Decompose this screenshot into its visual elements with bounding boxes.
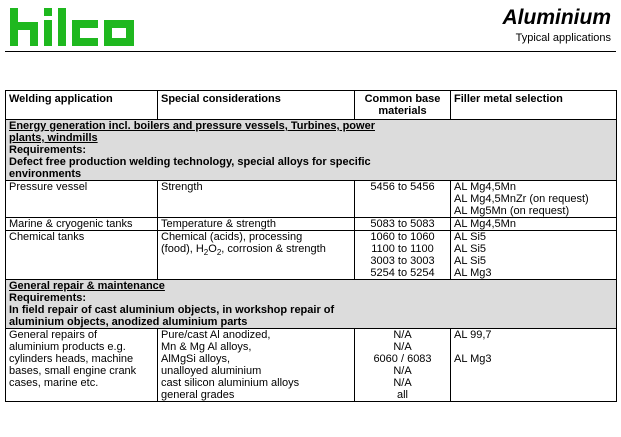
header-rule: [5, 51, 616, 52]
filler-text: AL Si5: [454, 231, 487, 243]
application-cell: [6, 218, 158, 231]
filler-text: AL Mg3: [454, 267, 492, 279]
base-material-text: N/A: [393, 341, 412, 353]
base-material-text: N/A: [393, 365, 412, 377]
application-cell: [6, 181, 158, 218]
considerations-text: Strength: [161, 181, 203, 193]
base-material-text: 1060 to 1060: [370, 231, 435, 243]
requirements-label: Requirements:: [9, 292, 87, 304]
base-material-text: 6060 / 6083: [373, 353, 432, 365]
section-heading: General repair & maintenance: [9, 280, 165, 292]
considerations-text: cast silicon aluminium alloys: [161, 377, 300, 389]
application-text: General repairs of: [9, 329, 98, 341]
application-cell: [6, 231, 158, 280]
considerations-fragment: , corrosion & strength: [221, 243, 326, 255]
column-header-base-text: Common base materials: [364, 93, 441, 117]
considerations-text: Pure/cast Al anodized,: [161, 329, 271, 341]
filler-cell: [451, 329, 617, 402]
base-materials-cell: [355, 181, 451, 218]
hilco-logo-mark: [8, 6, 168, 48]
considerations-cell: [158, 329, 355, 402]
column-header-welding-application: Welding application: [6, 91, 158, 120]
base-material-text: 5083 to 5083: [370, 218, 435, 230]
considerations-text: Chemical (acids), processing: [161, 231, 303, 243]
considerations-text: general grades: [161, 389, 235, 401]
application-text: bases, small engine crank: [9, 365, 137, 377]
considerations-text: unalloyed aluminium: [161, 365, 262, 377]
considerations-text: Mn & Mg Al alloys,: [161, 341, 252, 353]
base-materials-cell: [355, 329, 451, 402]
base-material-text: N/A: [393, 329, 412, 341]
considerations-text: AlMgSi alloys,: [161, 353, 231, 365]
application-text: Pressure vessel: [9, 181, 88, 193]
considerations-text: Temperature & strength: [161, 218, 276, 230]
section-header-cell: [6, 280, 617, 329]
table-row: [6, 329, 617, 402]
base-materials-cell: [355, 218, 451, 231]
applications-table: [5, 90, 617, 402]
base-material-text: 5456 to 5456: [370, 181, 435, 193]
document-subtitle: Typical applications: [515, 32, 611, 44]
filler-cell: [451, 218, 617, 231]
application-text: Chemical tanks: [9, 231, 85, 243]
filler-text: AL Mg4,5Mn: [454, 218, 516, 230]
filler-cell: [451, 231, 617, 280]
requirements-label: Requirements:: [9, 144, 87, 156]
considerations-fragment: (food), H: [161, 243, 204, 255]
subscript-text: 2: [203, 248, 209, 258]
considerations-cell: [158, 231, 355, 280]
considerations-text: [161, 243, 351, 258]
hilco-logo: [8, 6, 168, 53]
base-material-text: 1100 to 1100: [371, 243, 434, 255]
table-row: [6, 181, 617, 218]
filler-text: AL Mg5Mn (on request): [454, 205, 570, 217]
filler-text: AL Mg4,5MnZr (on request): [454, 193, 589, 205]
section-header-row: [6, 120, 617, 181]
requirements-text: In field repair of cast aluminium objects, in workshop repair of aluminium objects, anodized aluminium parts: [9, 304, 335, 328]
column-header-common-base-materials: [355, 91, 451, 120]
filler-cell: [451, 181, 617, 218]
considerations-cell: [158, 181, 355, 218]
table-header-row: [6, 91, 617, 120]
table-row: [6, 231, 617, 280]
application-text: Marine & cryogenic tanks: [9, 218, 133, 230]
application-text: aluminium products e.g.: [9, 341, 126, 353]
requirements-text: Defect free production welding technology, special alloys for specific environments: [9, 156, 371, 180]
filler-text: AL Mg3: [454, 353, 492, 365]
base-material-text: all: [396, 389, 408, 401]
document-title: Aluminium: [502, 6, 611, 29]
considerations-cell: [158, 218, 355, 231]
application-text: cylinders heads, machine: [9, 353, 134, 365]
section-header-cell: [6, 120, 617, 181]
filler-text: AL Mg4,5Mn: [454, 181, 516, 193]
filler-text: AL Si5: [454, 255, 487, 267]
base-material-text: N/A: [393, 377, 412, 389]
subscript-text: 2: [216, 248, 222, 258]
considerations-fragment: O: [208, 243, 217, 255]
section-heading: Energy generation incl. boilers and pressure vessels, Turbines, power plants, windmills: [9, 120, 375, 144]
base-material-text: 3003 to 3003: [370, 255, 435, 267]
filler-text: AL Si5: [454, 243, 487, 255]
application-cell: [6, 329, 158, 402]
base-material-text: 5254 to 5254: [370, 267, 435, 279]
column-header-special-considerations: Special considerations: [158, 91, 355, 120]
section-header-row: [6, 280, 617, 329]
filler-text: [454, 341, 613, 353]
title-block: [503, 6, 612, 45]
filler-text: AL 99,7: [454, 329, 492, 341]
table-row: [6, 218, 617, 231]
base-materials-cell: [355, 231, 451, 280]
application-text: cases, marine etc.: [9, 377, 99, 389]
column-header-filler-metal-selection: Filler metal selection: [451, 91, 617, 120]
